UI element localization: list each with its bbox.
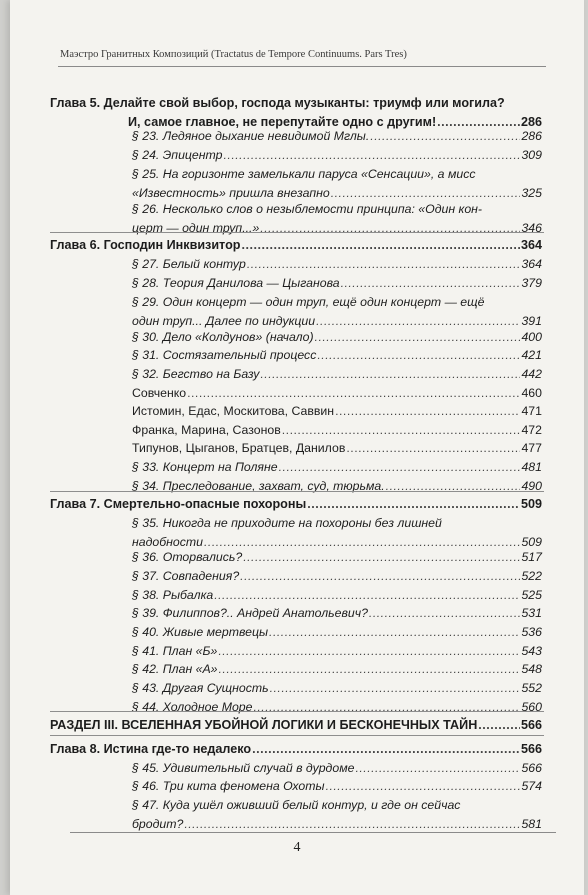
dot-leader xyxy=(243,550,520,564)
section-divider xyxy=(50,232,544,233)
toc-page-number: 471 xyxy=(521,404,542,418)
toc-entry-title: надобности xyxy=(132,535,203,549)
toc-page-number: 566 xyxy=(520,718,542,732)
toc-entry-line xyxy=(132,516,542,530)
toc-entry-line xyxy=(132,367,542,381)
toc-entry-title: § 33. Концерт на Поляне xyxy=(132,460,278,474)
toc-section-entry xyxy=(132,460,542,474)
toc-entry-line xyxy=(132,148,542,162)
dot-leader xyxy=(224,148,521,162)
toc-entry-line xyxy=(50,742,542,756)
toc-entry-line xyxy=(128,115,542,129)
toc-entry-title: § 24. Эпицентр xyxy=(132,148,223,162)
dot-leader xyxy=(317,348,520,362)
toc-page-number: 442 xyxy=(521,367,542,381)
dot-leader xyxy=(331,186,521,200)
dot-leader xyxy=(341,276,521,290)
toc-entry-title: § 31. Состязательный процесс xyxy=(132,348,317,362)
dot-leader xyxy=(187,386,520,400)
toc-section-entry xyxy=(132,129,542,143)
toc-page-number: 346 xyxy=(521,221,542,235)
toc-page-number: 560 xyxy=(521,700,542,714)
toc-section-entry xyxy=(132,257,542,271)
toc-entry-title: Глава 7. Смертельно-опасные похороны xyxy=(50,497,307,511)
toc-entry-title: РАЗДЕЛ III. ВСЕЛЕННАЯ УБОЙНОЙ ЛОГИКИ И БЕСКОНЕЧНЫХ ТАЙН xyxy=(50,718,478,732)
toc-entry-title: бродит? xyxy=(132,817,184,831)
toc-entry-line xyxy=(132,569,542,583)
toc-page-number: 391 xyxy=(521,314,542,328)
toc-section-entry xyxy=(132,798,542,831)
toc-page-number: 522 xyxy=(521,569,542,583)
dot-leader xyxy=(335,404,520,418)
toc-entry-title: И, самое главное, не перепутайте одно с другим! xyxy=(128,115,437,129)
toc-page-number: 574 xyxy=(521,779,542,793)
toc-entry-title: § 44. Холодное Море xyxy=(132,700,253,714)
toc-entry-line xyxy=(132,588,542,602)
toc-entry-line xyxy=(132,550,542,564)
dot-leader xyxy=(252,742,520,756)
toc-entry-title: «Известность» пришла внезапно xyxy=(132,186,330,200)
toc-page-number: 566 xyxy=(520,742,542,756)
toc-entry-title: § 45. Удивительный случай в дурдоме xyxy=(132,761,355,775)
toc-entry-title: § 32. Бегство на Базу xyxy=(132,367,260,381)
toc-entry-title: § 27. Белый контур xyxy=(132,257,246,271)
running-head: Маэстро Гранитных Композиций (Tractatus de Tempore Continuums. Pars Tres) xyxy=(60,49,407,60)
toc-entry-line xyxy=(132,167,542,181)
toc-entry-title: один труп... Далее по индукции xyxy=(132,314,316,328)
toc-entry-line xyxy=(132,348,542,362)
toc-entry-title: § 43. Другая Сущность xyxy=(132,681,269,695)
dot-leader xyxy=(315,330,521,344)
toc-entry-title: § 42. План «А» xyxy=(132,662,218,676)
toc-page-number: 536 xyxy=(521,625,542,639)
section-divider xyxy=(50,735,544,736)
toc-entry-line xyxy=(132,817,542,831)
toc-page-number: 364 xyxy=(520,238,542,252)
toc-entry-title: § 23. Ледяное дыхание невидимой Мглы. xyxy=(132,129,370,143)
toc-entry-line xyxy=(132,129,542,143)
toc-section-entry xyxy=(132,404,542,418)
dot-leader xyxy=(184,817,520,831)
toc-entry-line xyxy=(132,662,542,676)
toc-page-number: 531 xyxy=(521,606,542,620)
dot-leader xyxy=(269,625,520,639)
toc-page-number: 477 xyxy=(521,441,542,455)
dot-leader xyxy=(316,314,520,328)
dot-leader xyxy=(218,644,520,658)
toc-page-number: 525 xyxy=(521,588,542,602)
toc-entry-title: § 25. На горизонте замелькали паруса «Сенсации», а мисс xyxy=(132,167,476,181)
toc-section-entry xyxy=(132,569,542,583)
toc-page-number: 552 xyxy=(521,681,542,695)
toc-section-entry xyxy=(132,423,542,437)
toc-entry-title: § 41. План «Б» xyxy=(132,644,218,658)
dot-leader xyxy=(240,569,520,583)
toc-section-entry xyxy=(132,761,542,775)
toc-entry-line xyxy=(132,404,542,418)
section-divider xyxy=(50,491,544,492)
toc-entry-line xyxy=(132,423,542,437)
toc-section-entry xyxy=(132,681,542,695)
toc-entry-line xyxy=(132,330,542,344)
toc-page-number: 548 xyxy=(521,662,542,676)
toc-entry-title: § 47. Куда ушёл оживший белый контур, и где он сейчас xyxy=(132,798,461,812)
toc-entry-title: Глава 8. Истина где-то недалеко xyxy=(50,742,252,756)
dot-leader xyxy=(370,129,520,143)
toc-entry-line xyxy=(132,295,542,309)
toc-page-number: 460 xyxy=(521,386,542,400)
toc-entry-title: Совченко xyxy=(132,386,187,400)
toc-entry-title: Типунов, Цыганов, Братцев, Данилов xyxy=(132,441,346,455)
toc-section-entry xyxy=(132,644,542,658)
toc-page-number: 472 xyxy=(521,423,542,437)
toc-entry-line xyxy=(50,497,542,511)
toc-entry-title: § 29. Один концерт — один труп, ещё один концерт — ещё xyxy=(132,295,485,309)
toc-entry-line xyxy=(132,386,542,400)
dot-leader xyxy=(355,761,520,775)
toc-section-entry xyxy=(132,348,542,362)
toc-section-entry xyxy=(132,167,542,200)
toc-page-number: 566 xyxy=(521,761,542,775)
book-page xyxy=(10,0,584,895)
toc-entry-line xyxy=(132,441,542,455)
toc-entry-line xyxy=(132,276,542,290)
toc-section-entry xyxy=(132,148,542,162)
toc-entry-title: § 28. Теория Данилова — Цыганова xyxy=(132,276,340,290)
page-number: 4 xyxy=(293,840,301,855)
toc-entry-line xyxy=(132,761,542,775)
table-of-contents xyxy=(10,0,584,840)
toc-chapter-entry xyxy=(50,742,542,756)
toc-entry-line xyxy=(132,186,542,200)
toc-entry-title: церт — один труп...» xyxy=(132,221,260,235)
toc-entry-line xyxy=(50,96,542,110)
toc-entry-line xyxy=(132,314,542,328)
toc-part-entry xyxy=(50,718,542,732)
toc-section-entry xyxy=(132,367,542,381)
toc-entry-title: Франка, Марина, Сазонов xyxy=(132,423,281,437)
dot-leader xyxy=(307,497,520,511)
toc-section-entry xyxy=(132,330,542,344)
toc-entry-title: Глава 6. Господин Инквизитор xyxy=(50,238,241,252)
toc-page-number: 379 xyxy=(521,276,542,290)
dot-leader xyxy=(214,588,520,602)
toc-entry-title: § 39. Филиппов?.. Андрей Анатольевич? xyxy=(132,606,368,620)
dot-leader xyxy=(219,662,521,676)
toc-entry-title: § 38. Рыбалка xyxy=(132,588,214,602)
toc-entry-title: § 30. Дело «Колдунов» (начало) xyxy=(132,330,314,344)
toc-page-number: 286 xyxy=(520,115,542,129)
toc-page-number: 400 xyxy=(521,330,542,344)
toc-entry-line xyxy=(132,798,542,812)
toc-page-number: 509 xyxy=(520,497,542,511)
toc-entry-line xyxy=(132,257,542,271)
toc-page-number: 481 xyxy=(521,460,542,474)
toc-entry-line xyxy=(132,644,542,658)
toc-chapter-entry xyxy=(50,238,542,252)
footer-rule xyxy=(70,832,556,833)
dot-leader xyxy=(282,423,521,437)
toc-section-entry xyxy=(132,295,542,328)
dot-leader xyxy=(260,367,520,381)
toc-page-number: 421 xyxy=(521,348,542,362)
toc-page-number: 543 xyxy=(521,644,542,658)
toc-entry-title: Истомин, Едас, Москитова, Саввин xyxy=(132,404,335,418)
toc-page-number: 517 xyxy=(521,550,542,564)
dot-leader xyxy=(369,606,521,620)
toc-entry-line xyxy=(132,460,542,474)
dot-leader xyxy=(279,460,521,474)
toc-entry-line xyxy=(50,718,542,732)
toc-entry-title: § 40. Живые мертвецы xyxy=(132,625,269,639)
dot-leader xyxy=(241,238,520,252)
toc-page-number: 325 xyxy=(521,186,542,200)
toc-entry-title: § 37. Совпадения? xyxy=(132,569,240,583)
toc-entry-line xyxy=(132,202,542,216)
dot-leader xyxy=(270,681,521,695)
toc-entry-title: § 34. Преследование, захват, суд, тюрьма. xyxy=(132,479,385,493)
toc-entry-title: § 35. Никогда не приходите на похороны без лишней xyxy=(132,516,442,530)
dot-leader xyxy=(346,441,520,455)
dot-leader xyxy=(247,257,521,271)
toc-section-entry xyxy=(132,276,542,290)
toc-section-entry xyxy=(132,386,542,400)
toc-page-number: 364 xyxy=(521,257,542,271)
toc-section-entry xyxy=(132,625,542,639)
toc-entry-line xyxy=(132,681,542,695)
toc-chapter-entry xyxy=(50,96,542,129)
toc-section-entry xyxy=(132,588,542,602)
toc-section-entry xyxy=(132,662,542,676)
toc-entry-title: Глава 5. Делайте свой выбор, господа музыканты: триумф или могила? xyxy=(50,96,505,110)
toc-entry-title: § 36. Оторвались? xyxy=(132,550,243,564)
toc-page-number: 581 xyxy=(521,817,542,831)
toc-section-entry xyxy=(132,202,542,235)
toc-chapter-entry xyxy=(50,497,542,511)
dot-leader xyxy=(204,535,520,549)
section-divider xyxy=(50,711,544,712)
toc-section-entry xyxy=(132,550,542,564)
toc-section-entry xyxy=(132,606,542,620)
toc-entry-title: § 46. Три кита феномена Охоты xyxy=(132,779,325,793)
toc-entry-title: § 26. Несколько слов о незыблемости принципа: «Один кон- xyxy=(132,202,483,216)
toc-section-entry xyxy=(132,779,542,793)
toc-page-number: 286 xyxy=(521,129,542,143)
dot-leader xyxy=(326,779,521,793)
toc-entry-line xyxy=(132,779,542,793)
dot-leader xyxy=(478,718,520,732)
dot-leader xyxy=(437,115,520,129)
toc-entry-line xyxy=(50,238,542,252)
toc-entry-line xyxy=(132,606,542,620)
toc-page-number: 509 xyxy=(521,535,542,549)
toc-entry-line xyxy=(132,625,542,639)
toc-section-entry xyxy=(132,441,542,455)
toc-entry-line xyxy=(132,535,542,549)
toc-page-number: 309 xyxy=(521,148,542,162)
toc-page-number: 490 xyxy=(521,479,542,493)
toc-section-entry xyxy=(132,516,542,549)
